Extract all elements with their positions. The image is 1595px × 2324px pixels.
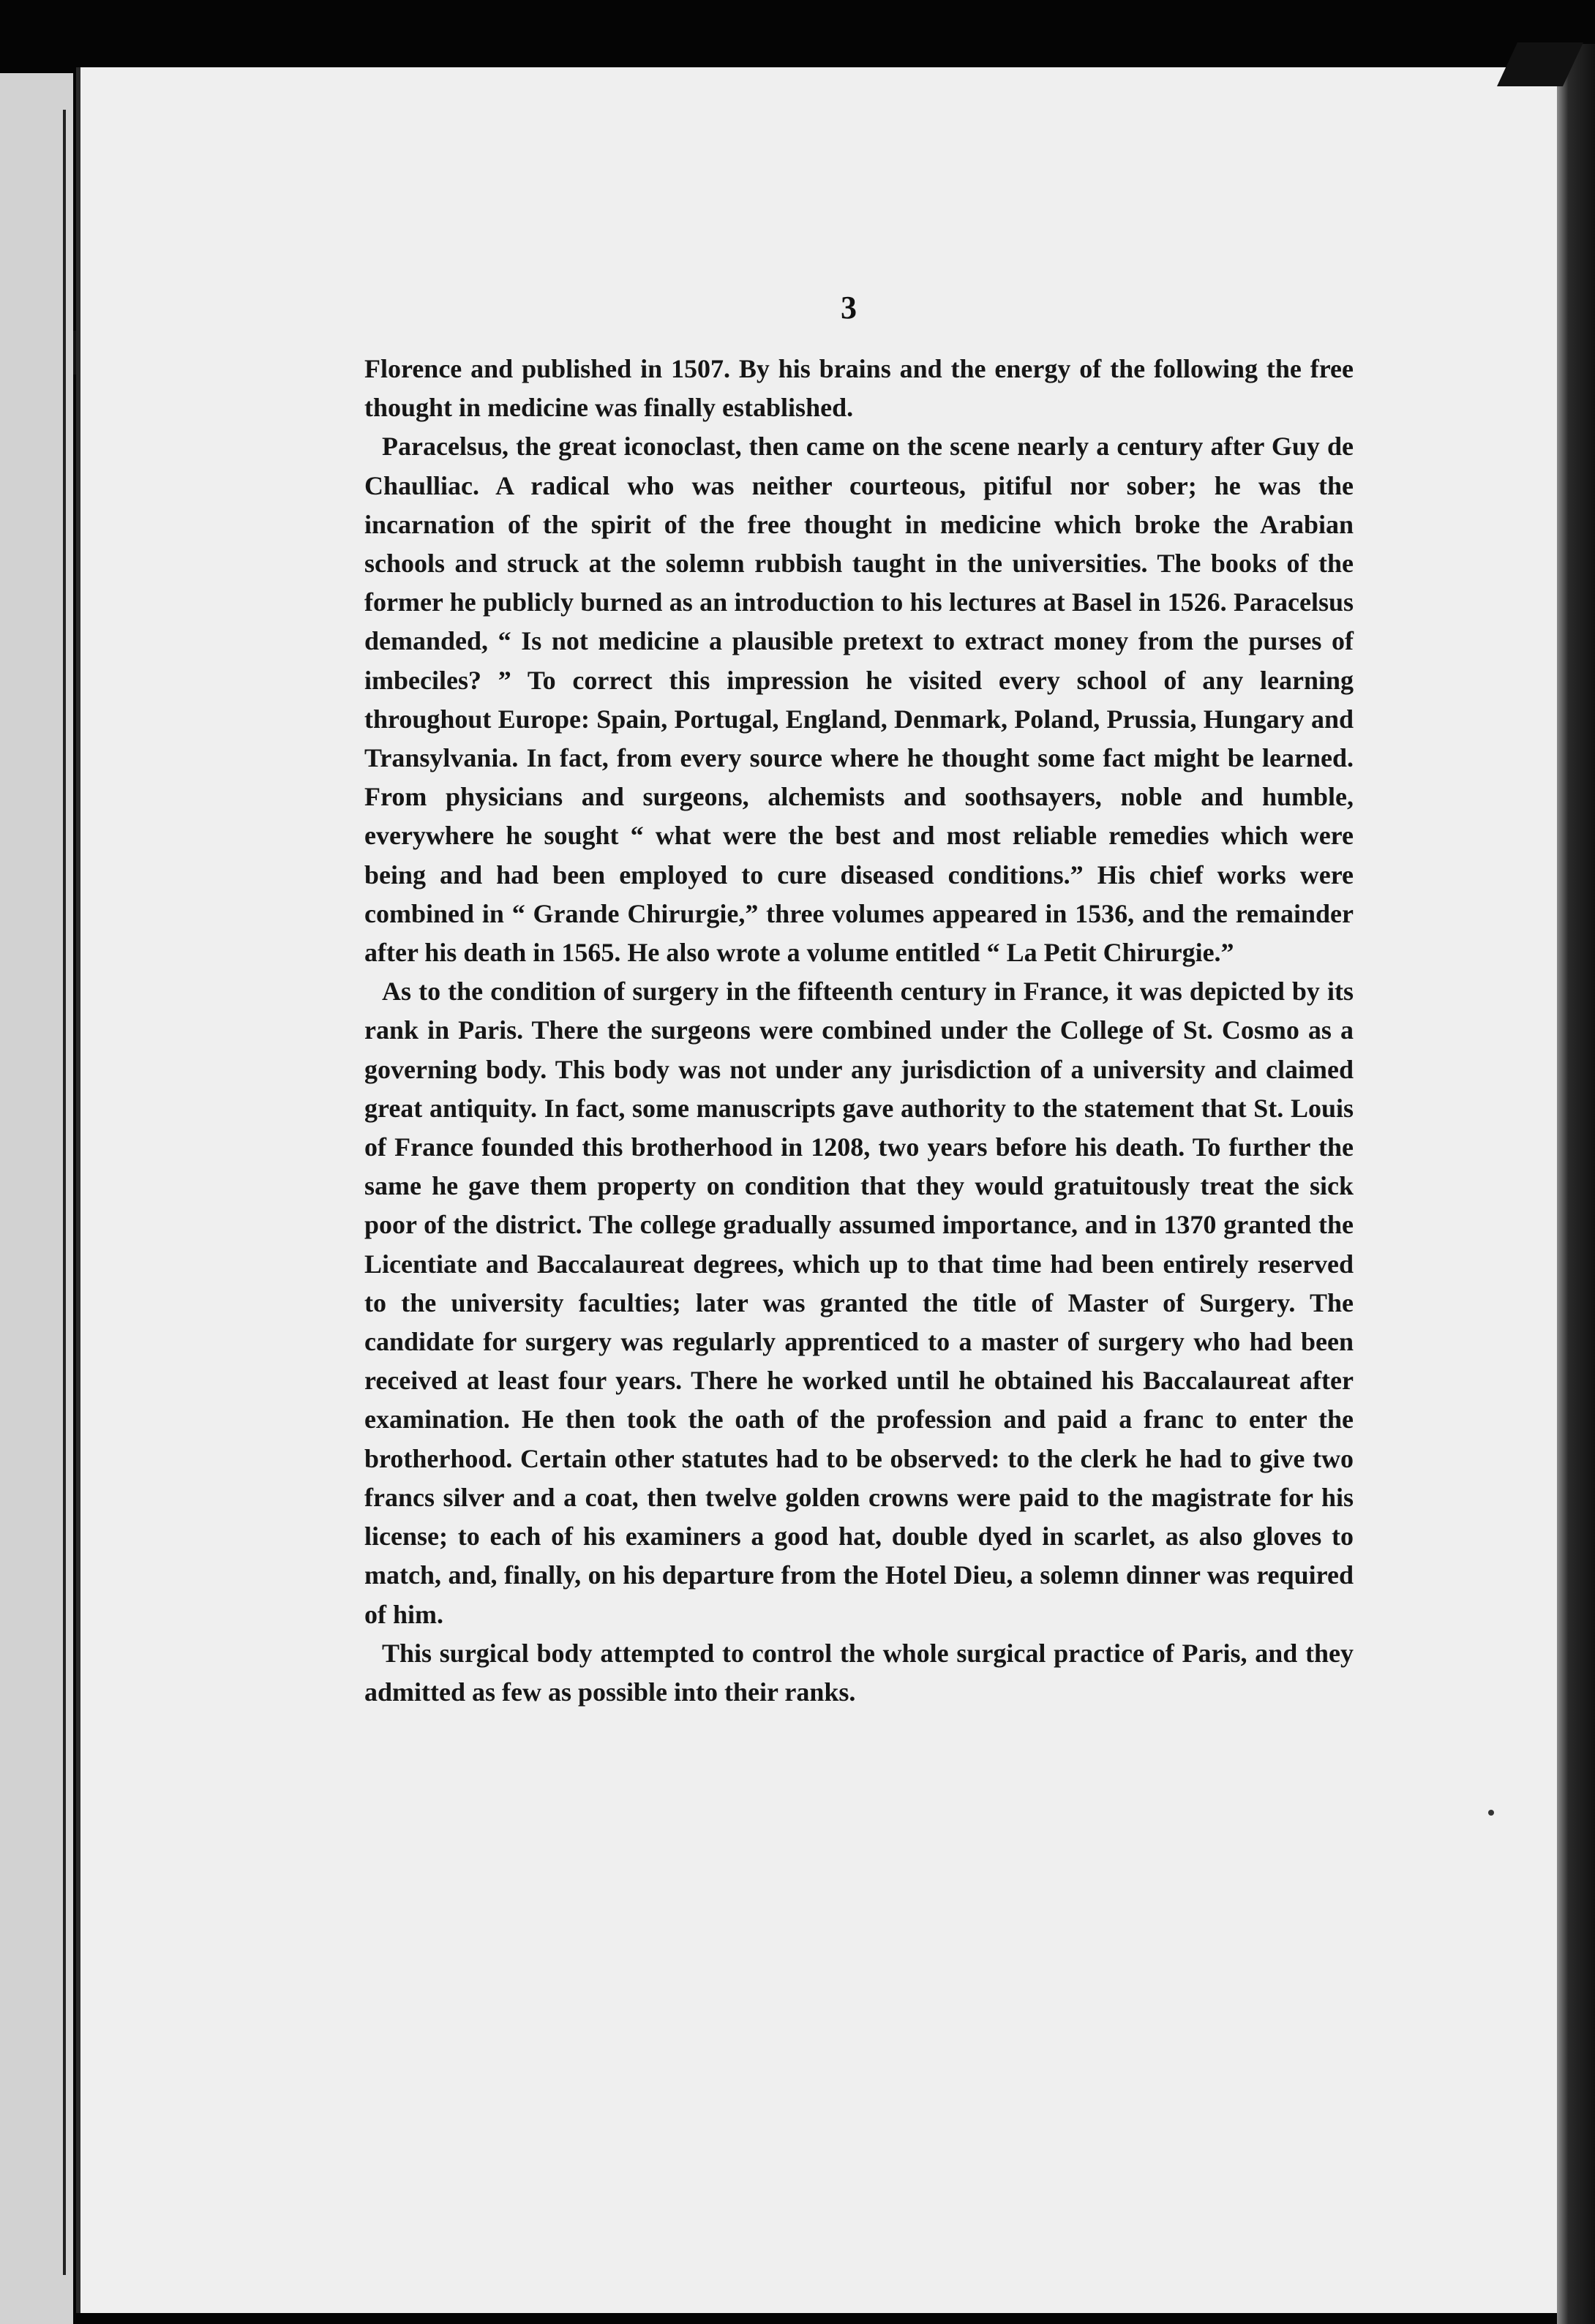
page-edge-shadow: [1557, 44, 1595, 2324]
binding-line: [63, 110, 66, 2275]
paragraph-4: This surgical body attempted to control the whole surgical practice of Paris, and they admitted as few as possible into their ranks.: [364, 1638, 1354, 1707]
paragraph-2: Paracelsus, the great iconoclast, then came on the scene nearly a century after Guy de Chaulliac. A radical who was neither courteous, pitiful nor sober; he was the incarnation of the spirit of the free thought in medicine which broke the Arabian schools and struck at the solemn rubbish taught in the universities. The books of the former he publicly burned as an introduction to his lectures at Basel in 1526. Paracelsus demanded, “ Is not medicine a plausible pretext to extract money from the purses of imbeciles? ” To correct this impression he visited every school of any learning throughout Europe: Spain, Portugal, England, Denmark, Poland, Prussia, Hungary and Transylvania. In fact, from every source where he thought some fact might be learned. From physicians and surgeons, alchemists and soothsayers, noble and humble, everywhere he sought “ what were the best and most reliable remedies which were being and had been employed to cure diseased conditions.” His chief works were combined in “ Grande Chirurgie,” three volumes appeared in 1536, and the remainder after his death in 1565. He also wrote a volume entitled “ La Petit Chirurgie.”: [364, 432, 1354, 968]
paragraph-3: As to the condition of surgery in the fifteenth century in France, it was depicted by its rank in Paris. There the surgeons were combined under the College of St. Cosmo as a governing body. This body was not under any jurisdiction of a university and claimed great antiquity. In fact, some manuscripts gave authority to the statement that St. Louis of France founded this brotherhood in 1208, two years before his death. To further the same he gave them property on condition that they would gratuitously treat the sick poor of the district. The college gradually assumed importance, and in 1370 granted the Licentiate and Baccalaureat degrees, which up to that time had been entirely reserved to the university faculties; later was granted the title of Master of Surgery. The candidate for surgery was regularly apprenticed to a master of surgery who had been received at least four years. There he worked until he obtained his Baccalaureat after examination. He then took the oath of the profession and paid a franc to enter the brotherhood. Certain other statutes had to be observed: to the clerk he had to give two francs silver and a coat, then twelve golden crowns were paid to the magistrate for his license; to each of his examiners a good hat, double dyed in scarlet, as also gloves to match, and, finally, on his departure from the Hotel Dieu, a solemn dinner was required of him.: [364, 977, 1354, 1629]
facing-page-edge: [0, 73, 73, 2324]
paragraph-1: Florence and published in 1507. By his brains and the energy of the following the free thought in medicine was finally established.: [364, 354, 1354, 423]
page-number: 3: [841, 290, 857, 326]
body-text: [364, 350, 1354, 1712]
scan-speck: [1488, 1810, 1494, 1816]
